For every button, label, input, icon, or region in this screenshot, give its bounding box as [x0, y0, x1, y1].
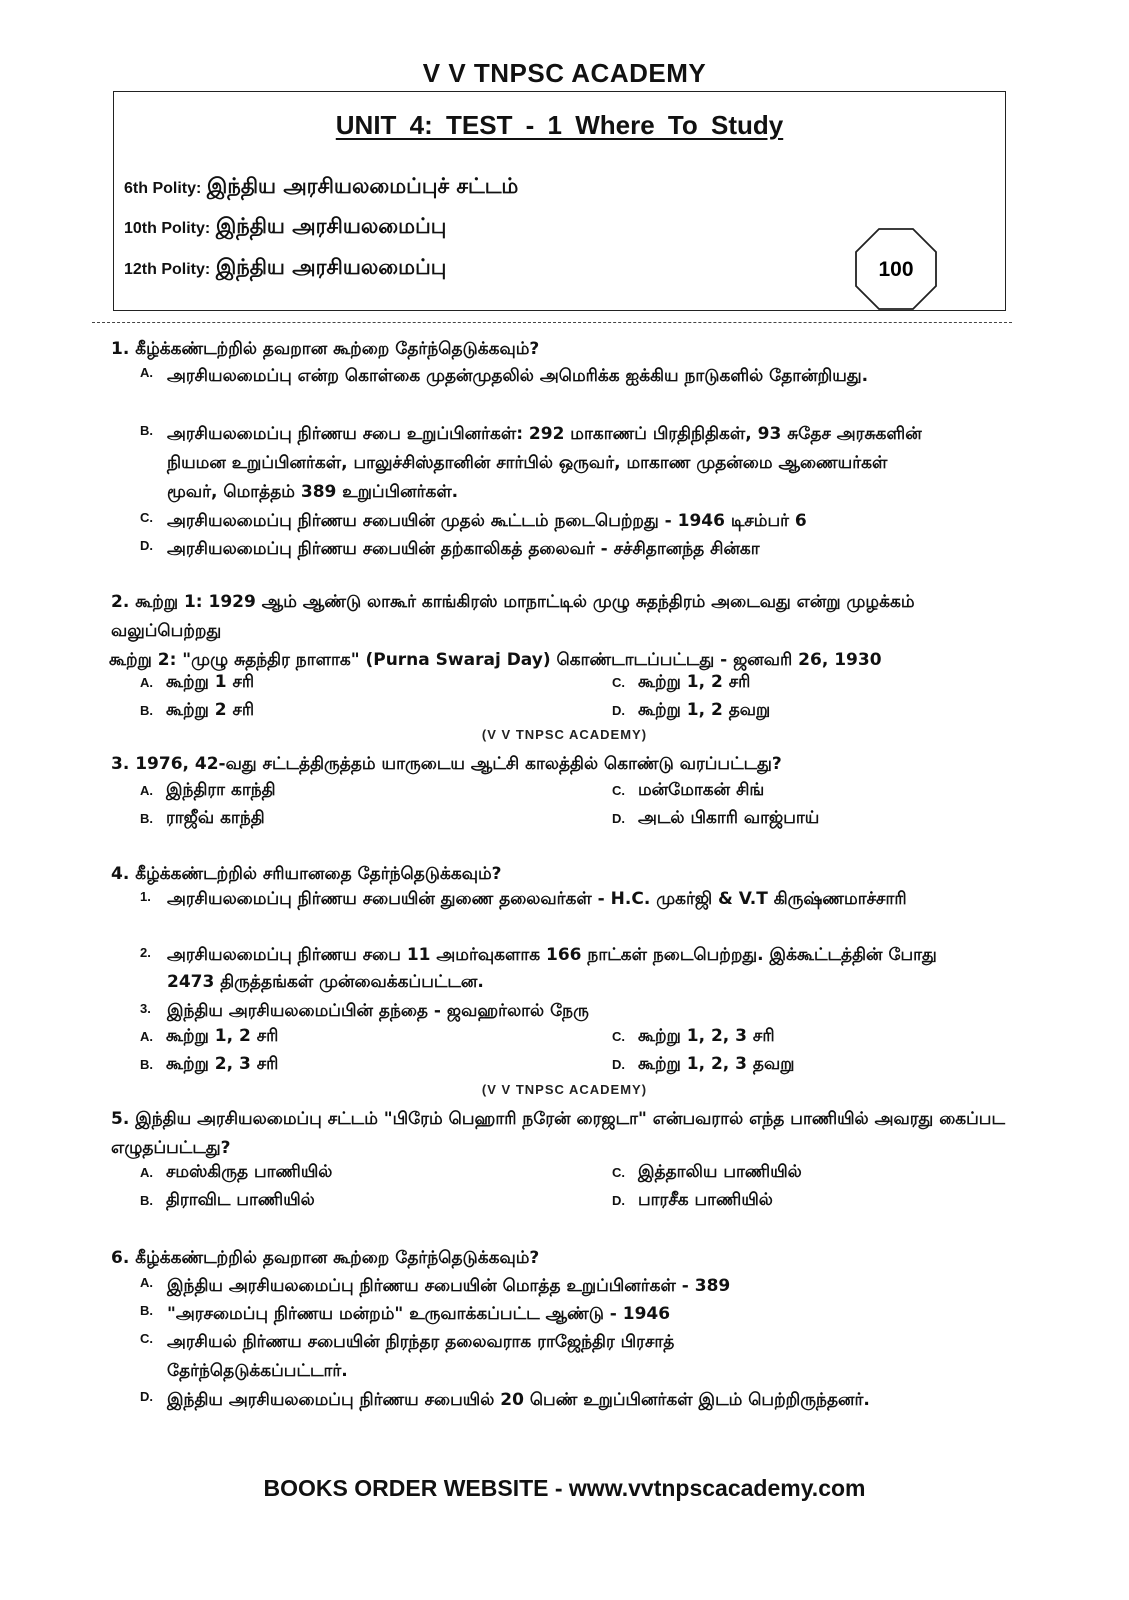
option-a: A. இந்திரா காந்தி: [140, 780, 276, 800]
academy-title: V V TNPSC ACADEMY: [422, 58, 707, 88]
divider: [92, 322, 1012, 323]
option-d: D. அடல் பிகாரி வாஜ்பாய்: [612, 808, 820, 828]
question-6: [111, 1244, 1016, 1273]
option-b: B. திராவிட பாணியில்: [140, 1190, 315, 1210]
book-line-10th: 10th Polity: இந்திய அரசியலமைப்பு: [124, 214, 447, 238]
book-line-6th: 6th Polity: இந்திய அரசியலமைப்புச் சட்டம்: [124, 174, 519, 198]
option-d: D. கூற்று 1, 2 தவறு: [612, 700, 771, 720]
option-a: A. கூற்று 1, 2 சரி: [140, 1026, 279, 1046]
option-c: C. இத்தாலிய பாணியில்: [612, 1162, 802, 1182]
question-text-2: கூற்று 2: "முழு சுதந்திர நாளாக" (Purna Swaraj Day) கொண்டாடப்பட்டது - ஜனவரி 26, 1930: [109, 650, 882, 670]
option-b: B. கூற்று 2, 3 சரி: [140, 1054, 279, 1074]
option-b: B. "அரசமைப்பு நிர்ணய மன்றம்" உருவாக்கப்பட்ட ஆண்டு - 1946: [140, 1303, 671, 1324]
statement-3: 3. இந்திய அரசியலமைப்பின் தந்தை - ஜவஹர்லால் நேரு: [140, 1001, 589, 1021]
option-d: D. இந்திய அரசியலமைப்பு நிர்ணய சபையில் 20 பெண் உறுப்பினர்கள் இடம் பெற்றிருந்தனர்.: [140, 1389, 870, 1410]
statement-1: 1. அரசியலமைப்பு நிர்ணய சபையின் துணை தலைவர்கள் - H.C. முகர்ஜி & V.T கிருஷ்ணமாச்சாரி: [140, 889, 907, 909]
option-b: B. ராஜீவ் காந்தி: [140, 808, 265, 828]
option-a: A. இந்திய அரசியலமைப்பு நிர்ணய சபையின் மொத்த உறுப்பினர்கள் - 389: [140, 1275, 731, 1296]
total-marks: 100: [878, 258, 914, 281]
books-order-footer: BOOKS ORDER WEBSITE - www.vvtnpscacademy.com: [263, 1475, 866, 1501]
watermark: (V V TNPSC ACADEMY): [481, 727, 648, 742]
option-d: D. பாரசீக பாணியில்: [612, 1190, 773, 1210]
octagon-icon: [854, 227, 938, 311]
question-4: [111, 860, 1016, 889]
option-c: C. கூற்று 1, 2, 3 சரி: [612, 1026, 775, 1046]
option-c: C. அரசியல் நிர்ணய சபையின் நிரந்தர தலைவராக ராஜேந்திர பிரசாத் தேர்ந்தெடுக்கப்பட்டார்.: [140, 1331, 675, 1381]
option-d: D. அரசியலமைப்பு நிர்ணய சபையின் தற்காலிகத் தலைவர் - சச்சிதானந்த சின்கா: [140, 538, 760, 559]
option-c: C. மன்மோகன் சிங்: [612, 780, 765, 800]
unit-title: UNIT 4: TEST - 1 Where To Study: [335, 110, 784, 140]
question-text: 6. கீழ்க்கண்டற்றில் தவறான கூற்றை தேர்ந்தெடுக்கவும்?: [111, 1248, 540, 1268]
question-text: 3. 1976, 42-வது சட்டத்திருத்தம் யாருடைய ஆட்சி காலத்தில் கொண்டு வரப்பட்டது?: [111, 754, 782, 774]
option-b: B. கூற்று 2 சரி: [140, 700, 255, 720]
question-text: 5. இந்திய அரசியலமைப்பு சட்டம் "பிரேம் பெஹாரி நரேன் ரைஜடா" என்பவரால் எந்த பாணியில் அவரது கைப்பட எழுதப்பட்டது?: [111, 1109, 1005, 1158]
question-5: [111, 1105, 1016, 1163]
question-text: 2. கூற்று 1: 1929 ஆம் ஆண்டு லாகூர் காங்கிரஸ் மாநாட்டில் முழு சுதந்திரம் அடைவது என்று முழக்கம் வலுப்பெற்றது: [111, 592, 915, 641]
option-a: A. சமஸ்கிருத பாணியில்: [140, 1162, 333, 1182]
question-2: [111, 588, 1016, 675]
watermark: (V V TNPSC ACADEMY): [481, 1082, 648, 1097]
option-a: A. அரசியலமைப்பு என்ற கொள்கை முதன்முதலில் அமெரிக்க ஐக்கிய நாடுகளில் தோன்றியது.: [140, 365, 869, 386]
book-line-12th: 12th Polity: இந்திய அரசியலமைப்பு: [124, 255, 447, 279]
option-d: D. கூற்று 1, 2, 3 தவறு: [612, 1054, 795, 1074]
option-b: B. அரசியலமைப்பு நிர்ணய சபை உறுப்பினர்கள்: 292 மாகாணப் பிரதிநிதிகள், 93 சுதேச அரசுகளின் நியமன உறுப்பினர்கள், பாலுச்சிஸ்தானின் சார்பில் ஒருவர், மாகாண முதன்மை ஆணையர்கள் மூவர், மொத்தம் 389 உறுப்பினர்கள்.: [140, 423, 922, 502]
question-3: [111, 750, 1016, 779]
option-c: C. அரசியலமைப்பு நிர்ணய சபையின் முதல் கூட்டம் நடைபெற்றது - 1946 டிசம்பர் 6: [140, 510, 807, 531]
option-a: A. கூற்று 1 சரி: [140, 672, 255, 692]
option-c: C. கூற்று 1, 2 சரி: [612, 672, 751, 692]
question-1: [111, 335, 1016, 364]
score-octagon: [854, 227, 938, 311]
statement-2: 2. அரசியலமைப்பு நிர்ணய சபை 11 அமர்வுகளாக 166 நாட்கள் நடைபெற்றது. இக்கூட்டத்தின் போது 2473 திருத்தங்கள் முன்வைக்கப்பட்டன.: [140, 945, 937, 992]
test-header-box: [113, 91, 1006, 311]
question-text: 1. கீழ்க்கண்டற்றில் தவறான கூற்றை தேர்ந்தெடுக்கவும்?: [111, 339, 540, 359]
question-text: 4. கீழ்க்கண்டற்றில் சரியானதை தேர்ந்தெடுக்கவும்?: [111, 864, 502, 884]
